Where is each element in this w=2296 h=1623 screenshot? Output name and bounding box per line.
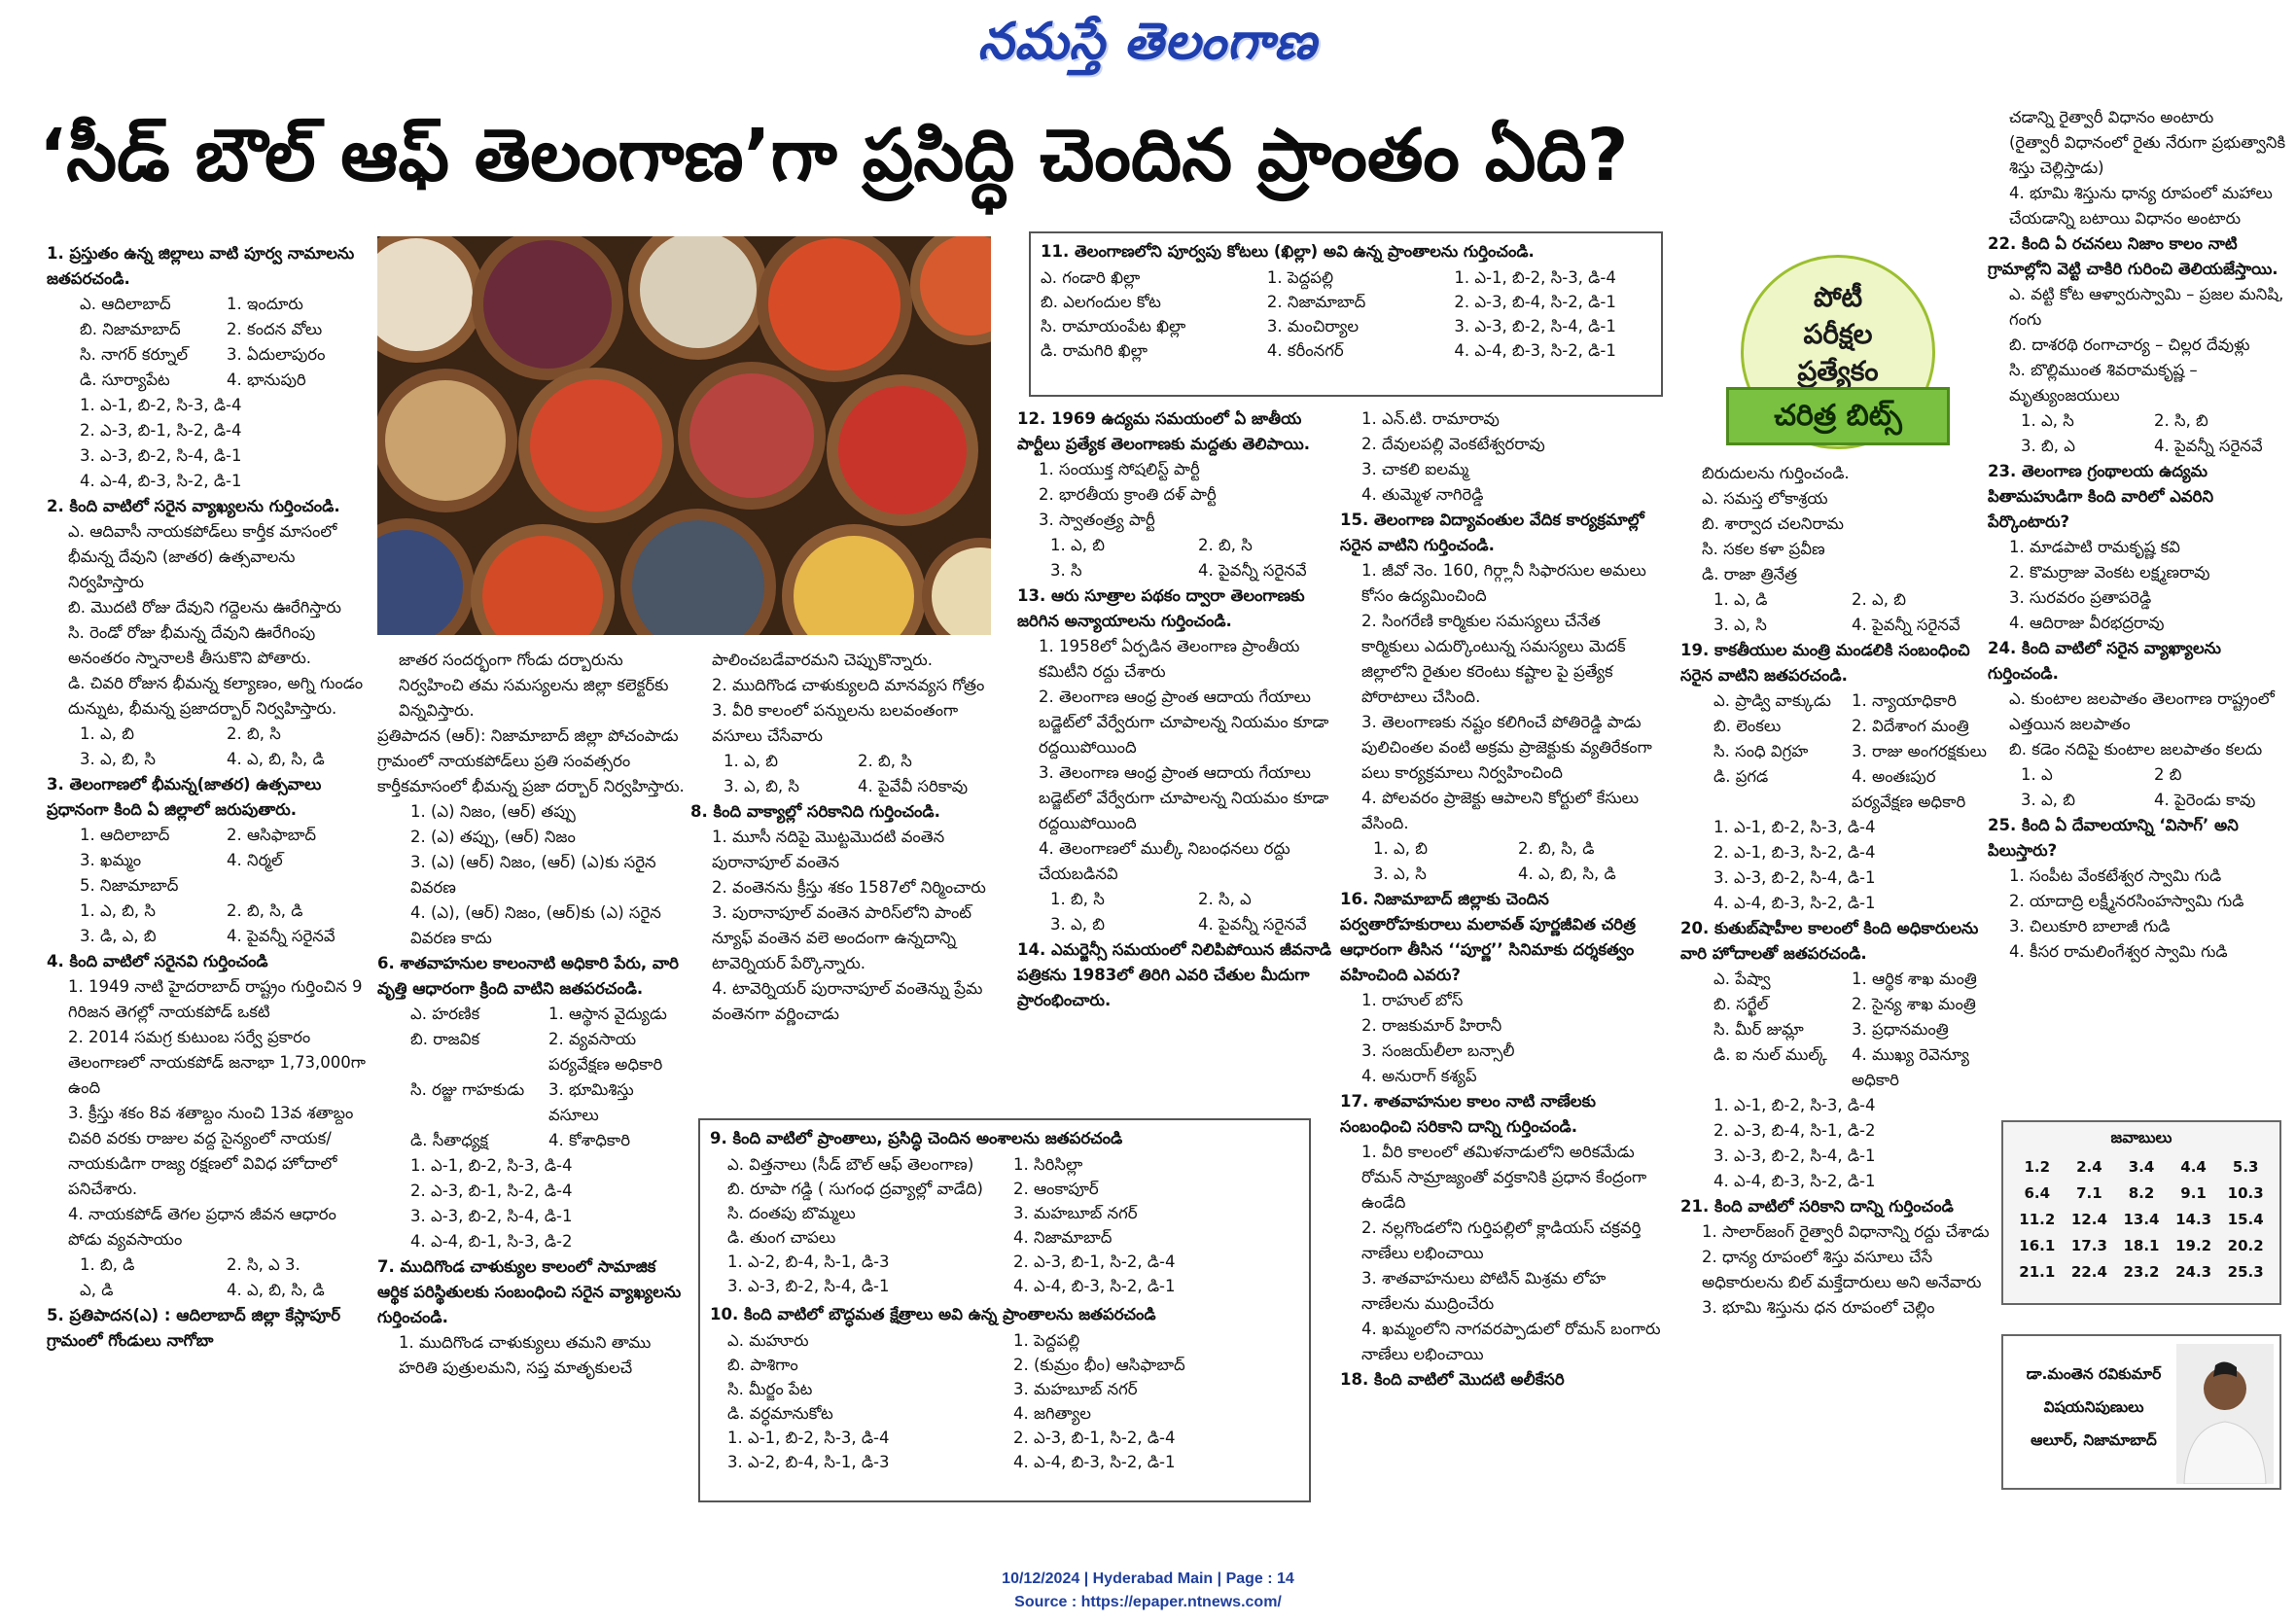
pair-item: డి. సీతాధ్యక్ష [410,1131,489,1149]
pair-item: 4. నిజామాబాద్ [1013,1228,1113,1247]
option: 1. ఎ [2021,765,2053,784]
statement: డి. చివరి రోజున భీమన్న కల్యాణం, అగ్ని గుండం దున్నుట, భీమన్న ప్రజాదర్బార్ నిర్వహిస్తారు. [68,674,364,718]
q11-rows [1041,265,1651,363]
answer-item: 12.4 [2070,1211,2107,1228]
statement: 1. సాలార్‌జంగ్ రైత్వారీ విధానాన్ని రద్దు చేశాడు [1702,1222,1990,1241]
question-18: 18. కింది వాటిలో మొదటి అలీకేసరి [1340,1370,1565,1389]
statement: 3. సంజయ్‌లీలా బన్సాలీ [1361,1041,1515,1060]
pair-item: 2. (కుమ్రం భీం) ఆసిఫాబాద్ [1013,1356,1185,1374]
pair-item: ఎ. ఆదిలాబాద్ [80,295,171,313]
seed-bowls-illustration [377,236,991,635]
history-bits-label: చరిత్ర బిట్స్ [1726,387,1950,445]
answer-item: 20.2 [2227,1237,2264,1254]
pair-item: 3. ఏదులాపురం [227,345,326,364]
answer-item: 11.2 [2019,1211,2056,1228]
option: 1. ఎ-1, బి-2, సి-3, డి-4 [410,1156,573,1175]
statement: 3. భూమి శిస్తును ధన రూపంలో చెల్లిం [1702,1298,1935,1317]
option: 1. ఎ-1, బి-2, సి-3, డి-4 [80,396,242,414]
answer-item: 6.4 [2024,1184,2051,1202]
statement: 3. క్రీస్తు శకం 8వ శతాబ్దం నుంచి 13వ శతాబ్దం చివరి వరకు రాజుల వద్ద సైన్యంలో నాయక/ నాయకుడిగా రాజ్య రక్షణలో వివిధ హోదాలో పనిచేశారు. [68,1104,354,1198]
statement: 1. ముదిగొండ చాళుక్యులు తమని తాము హరితి పుత్రులమని, సప్త మాతృకులచే [399,1333,652,1377]
option: 2. సి, ఎ 3. [227,1255,300,1274]
source-link[interactable]: Source : https://epaper.ntnews.com/ [1014,1594,1282,1610]
option: 1. ఎ, డి [1713,590,1768,609]
option: 2. ఎ-3, బి-1, సి-2, డి-4 [1013,1253,1176,1271]
pair-item: 4. కోశాధికారి [548,1131,631,1149]
option: 3. ఎ-3, బి-2, సి-4, డి-1 [80,446,242,465]
pair-item: సి. మీర్జం పేట [727,1380,813,1398]
column-1 [47,241,373,1505]
question-21: 21. కింది వాటిలో సరికాని దాన్ని గుర్తించండి [1680,1197,1954,1216]
answer-item: 13.4 [2123,1211,2160,1228]
answer-item: 7.1 [2076,1184,2102,1202]
pair-item: 2. వ్యవసాయ పర్యవేక్షణ అధికారి [548,1030,663,1074]
statement: 4. ఆదిరాజు వీరభద్రరావు [2009,614,2165,632]
question-7: 7. ముదిగొండ చాళుక్యుల కాలంలో సామాజిక ఆర్థిక పరిస్థితులకు సంబంధించి సరైన వ్యాఖ్యలను గుర్తించండి. [377,1257,682,1326]
column-2 [377,648,687,1503]
pair-item: 1. న్యాయాధికారి [1852,691,1957,710]
pair-item: డి. ప్రగడ [1713,767,1769,786]
edition-info: 10/12/2024 | Hyderabad Main | Page : 14 [1002,1570,1294,1587]
option: 3. బి, ఎ [2021,437,2075,455]
question-17: 17. శాతవాహనుల కాలం నాటి నాణేలకు సంబంధించి సరికాని దాన్ని గుర్తించండి. [1340,1092,1596,1136]
option: 4. పైవేవీ సరికావు [858,777,969,795]
statement: 2. కొమర్రాజు వెంకట లక్ష్మణరావు [2009,563,2210,582]
pair-item: సి. నాగర్ కర్నూల్ [80,345,189,364]
pair-item: ఎ. విత్తనాలు (సీడ్ బౌల్ ఆఫ్ తెలంగాణ) [727,1155,974,1174]
q15-options [1340,836,1663,887]
q2-options [47,722,373,772]
option: 1. ఎ-1, బి-2, సి-3, డి-4 [1713,818,1876,836]
pair-item: 4. కరీంనగర్ [1266,341,1344,360]
option: 1. ఎ-2, బి-4, సి-1, డి-3 [727,1253,890,1271]
question-12: 12. 1969 ఉద్యమ సమయంలో ఏ జాతీయ పార్టీలు ప్రత్యేక తెలంగాణకు మద్దతు తెలిపాయి. [1017,409,1310,453]
statement: 2. భారతీయ క్రాంతి దళ్ పార్టీ [1039,485,1217,504]
statement: 1. 1949 నాటి హైదరాబాద్ రాష్ట్రం గుర్తించిన 9 గిరిజన తెగల్లో నాయకపోడ్ ఒకటి [68,977,363,1021]
answer-key-grid [2011,1158,2272,1281]
q3-options [47,823,373,949]
pair-item: 3. భూమిశిస్తు వసూలు [548,1080,634,1124]
question-14: 14. ఎమర్జెన్సీ సమయంలో నిలిపిపోయిన జీవనాడి పత్రికను 1983లో తిరిగి ఎవరి చేతుల మీదుగా ప్రారంభించారు. [1017,940,1332,1009]
option: 2. బి, సి, డి [1518,839,1595,858]
option: 3. ఎ-3, బి-2, సి-4, డి-1 [727,1277,890,1295]
option: 3. ఎ-3, బి-2, సి-4, డి-1 [1454,317,1616,335]
option: 2. ఎ-3, బి-4, సి-2, డి-1 [1454,293,1616,311]
option: 2. సి, బి [2154,411,2208,430]
pair-item: 4. జగిత్యాల [1013,1404,1091,1423]
pair-item: ఎ. పేష్వా [1713,970,1771,988]
statement: 1. మూసీ నదిపై మొట్టమొదటి వంతెన పురానాపూల్ వంతెన [712,828,945,871]
author-place: ఆలూర్, నిజామాబాద్ [2031,1431,2157,1449]
answer-item: 17.3 [2070,1237,2107,1254]
statement: బి. కడెం నదిపై కుంటాల జలపాతం కలదు [2009,740,2263,759]
pair-item: డి. తుంగ చాపలు [727,1228,836,1247]
option: 3. ఎ-3, బి-2, సి-4, డి-1 [1713,1147,1876,1165]
pair-item: 2. కందన వోలు [227,320,323,338]
option: 2. ఎ-3, బి-1, సి-2, డి-4 [1013,1429,1176,1447]
statement: 1. సంపీట వేంకటేశ్వర స్వామి గుడి [2009,866,2222,885]
q18-options [1680,587,1990,638]
option: 1. ఎ, బి [1050,536,1105,554]
pair-item: 1. ఇందూరు [227,295,303,313]
pair-item: డి. సూర్యాపేట [80,370,170,389]
q24-options [1988,762,2287,813]
option: 1. ఎ-1, బి-2, సి-3, డి-4 [1454,268,1616,287]
pair-item: 4. అంతఃపుర పర్యవేక్షణ అధికారి [1852,767,1966,811]
option: 3. ఎ, బి, సి [724,777,800,795]
author-name: డా.మంతెన రవికుమార్ [2026,1365,2162,1383]
question-2: 2. కింది వాటిలో సరైన వ్యాఖ్యలను గుర్తించండి. [47,497,340,515]
badge-line: పరీక్షల [1803,318,1873,350]
option: 4. పైవన్నీ సరైనవే [227,927,336,945]
option: 2. ఎ-3, బి-1, సి-2, డి-4 [410,1182,573,1200]
option: ఎ, డి [80,1281,114,1299]
question-22: 22. కింది ఏ రచనలు నిజాం కాలం నాటి గ్రామాల్లోని వెట్టి చాకిరి గురించి తెలియజేస్తాయి. [1988,234,2278,278]
pair-item: బి. పాశిగాం [727,1356,798,1374]
pair-item: 3. మహబూబ్ నగర్ [1013,1204,1138,1222]
option: 4. పైవన్నీ సరైనవే [1852,616,1960,634]
statement: 1. జీవో నెం. 160, గిర్గ్లానీ సిఫారసుల అమలు కోసం ఉద్యమించింది [1361,561,1646,605]
pair-item: ఎ. గండారి ఖిల్లా [1041,268,1141,287]
option: 1. ఎ, బి [80,724,134,743]
pair-item: బి. నిజామాబాద్ [80,320,181,338]
option: 5. నిజామాబాద్ [80,876,179,895]
question-11-box [1029,231,1663,397]
pair-item: 3. రాజు అంగరక్షకులు [1852,742,1987,760]
option: 4. పైవన్నీ సరైనవే [1198,915,1307,934]
statement: 4. తెలంగాణలో ముల్కీ నిబంధనలు రద్దు చేయబడినవి [1039,839,1290,883]
option: 4. పైవన్నీ సరైనవే [1198,561,1307,580]
pair-item: సి. రామాయంపేట ఖిల్లా [1041,317,1186,335]
statement: సి. బొల్లిముంత శివరామకృష్ణ – మృత్యుంజయులు [2009,361,2198,405]
answer-item: 10.3 [2227,1184,2264,1202]
question-15: 15. తెలంగాణ విద్యావంతుల వేదిక కార్యక్రమాల్లో సరైన వాటిని గుర్తించండి. [1340,511,1644,554]
statement: 4. కీసర రామలింగేశ్వర స్వామి గుడి [2009,942,2228,961]
statement: 4. ఖమ్మంలోని నాగవరప్పాడులో రోమన్ బంగారు నాణేలు లభించాయి [1361,1320,1661,1363]
option: 1. ఆదిలాబాద్ [80,826,170,844]
statement: 2. ముదిగొండ చాళుక్యులది మానవ్యస గోత్రం [712,676,985,694]
pair-item: 1. పెద్దపల్లి [1013,1331,1080,1350]
col3-options [690,749,992,799]
statement: బి. శార్వాద చలనిరామ [1702,514,1844,533]
option: 1. ఎ, బి, సి [80,901,157,920]
statement: 3. వీరి కాలంలో పన్నులను బలవంతంగా వసూలు చేసేవారు [712,701,959,745]
option: 4. ఎ, బి, సి, డి [227,1281,325,1299]
question-8: 8. కింది వాక్యాల్లో సరికానిది గుర్తించండి. [690,802,940,821]
statement: 4. పోలవరం ప్రాజెక్టు ఆపాలని కోర్టులో కేసులు వేసింది. [1361,789,1640,832]
author-role: విషయనిపుణులు [2043,1398,2144,1416]
question-16: 16. నిజామాబాద్ జిల్లాకు చెందిన పర్వతారోహకురాలు మలావత్ పూర్ణజీవిత చరిత్ర ఆధారంగా తీసిన ‘‘పూర్ణ’’ సినిమాకు దర్శకత్వం వహించింది ఎవరు? [1340,890,1636,984]
statement: 3. స్వాతంత్ర్య పార్టీ [1039,511,1155,529]
q13-options [1017,887,1346,937]
statement: బి. దాశరథి రంగాచార్య – చిల్లర దేవుళ్లు [2009,335,2250,354]
question-9-10-box [698,1118,1311,1502]
pair-item: డి. వర్ధమానుకోట [727,1404,833,1423]
statement: ఎ. కుంటాల జలపాతం తెలంగాణ రాష్ట్రంలో ఎత్తయిన జలపాతం [2009,689,2275,733]
answer-item: 1.2 [2024,1158,2051,1176]
pair-item: డి. ఐ నుల్ ముల్క్ [1713,1045,1827,1064]
statement: 1. వీరి కాలంలో తమిళనాడులోని అరికమేడు రోమన్ సామ్రాజ్యంతో వర్తకానికి ప్రధాన కేంద్రంగా ఉండేది [1361,1143,1647,1212]
question-19: 19. కాకతీయుల మంత్రి మండలికి సంబంధించి సరైన వాటిని జతపరచండి. [1680,641,1970,685]
question-9: 9. కింది వాటిలో ప్రాంతాలు, ప్రసిద్ధి చెందిన అంశాలను జతపరచండి [710,1129,1123,1147]
option: 4. నిర్మల్ [227,851,283,869]
column-3 [690,648,992,1114]
pair-item: 4. ముఖ్య రెవెన్యూ అధికారి [1852,1045,1969,1089]
pair-item: బి. రాజవిక [410,1030,480,1048]
option: 1. ఎ-1, బి-2, సి-3, డి-4 [727,1429,890,1447]
statement: 2. రాజకుమార్ హిరానీ [1361,1016,1502,1035]
pair-item: బి. ఎలగందుల కోట [1041,293,1161,311]
statement: 4. భూమి శిస్తును ధాన్య రూపంలో మహాలు చేయడాన్ని బటాయి విధానం అంటారు [2009,184,2273,228]
statement: 1. 1958లో ఏర్పడిన తెలంగాణ ప్రాంతీయ కమిటీని రద్దు చేశారు [1039,637,1300,681]
statement: 4. టావెర్నియర్ పురానాపూల్ వంతెన్ను ప్రేమ వంతెనగా వర్ణించాడు [712,979,983,1023]
statement: 2. నల్లగొండలోని గుర్తిపల్లిలో క్లాడియస్ చక్రవర్తి నాణేలు లభించాయి [1361,1218,1642,1262]
statement: డి. రాజా త్రినేత్ర [1702,565,1797,583]
option: 2. బి, సి [858,752,912,770]
option: 3. ఎ, బి [2021,791,2075,809]
question-10: 10. కింది వాటిలో బౌద్ధమత క్షేత్రాలు అవి ఉన్న ప్రాంతాలను జతపరచండి [710,1305,1156,1323]
pair-item: సి. మీర్ జుమ్లా [1713,1020,1804,1039]
statement: 2. ధాన్య రూపంలో శిస్తు వసూలు చేసే అధికారులను బిల్ మక్తేదారులు అని అనేవారు [1702,1248,1982,1291]
statement: 3. చిలుకూరి బాలాజీ గుడి [2009,917,2171,935]
option [227,873,373,899]
statement: 2. తెలంగాణ ఆంధ్ర ప్రాంత ఆదాయ గేయాలు బడ్జెట్‌లో వేర్వేరుగా చూపాలన్న నియమం కూడా రద్దయిపోయింది [1039,688,1329,757]
pair-item: సి. దంతపు బొమ్మలు [727,1204,856,1222]
answer-item: 19.2 [2175,1237,2212,1254]
question-1: 1. ప్రస్తుతం ఉన్న జిల్లాలు వాటి పూర్వ నామాలను జతపరచండి. [47,244,355,288]
answer-item: 21.1 [2019,1263,2056,1281]
answer-item: 24.3 [2175,1263,2212,1281]
answer-item: 15.4 [2227,1211,2264,1228]
pair-item: సి. రజ్జు గాహకుడు [410,1080,525,1099]
option: 2. బి, సి, డి [227,901,303,920]
option: 3. ఎ-2, బి-4, సి-1, డి-3 [727,1453,890,1471]
option: 3. ఎ, బి, సి [80,750,157,768]
q22-options [1988,408,2287,459]
pair-item: డి. రామగిరి ఖిల్లా [1041,341,1148,360]
option: 1. ఎ, సి [2021,411,2074,430]
question-23: 23. తెలంగాణ గ్రంథాలయ ఉద్యమ పితామహుడిగా కింది వారిలో ఎవరిని పేర్కొంటారు? [1988,462,2214,531]
statement: 1. మాడపాటి రామకృష్ణ కవి [2009,538,2180,556]
option: 4. ఎ-4, బి-3, సి-2, డి-1 [1713,894,1876,912]
statement: 3. పురానాపూల్ వంతెన పారిస్‌లోని పాంట్ న్యూఫ్ వంతెన వలె అందంగా ఉన్నదాన్ని టావెర్నియర్ పేర్కొన్నారు. [712,903,972,972]
answer-item: 5.3 [2232,1158,2259,1176]
q9-pairs [710,1152,1299,1298]
statement: ఎ. వట్టి కోట ఆళ్వారుస్వామి – ప్రజల మనిషి, గంగు [2009,285,2284,329]
option: 2. ఎ-1, బి-3, సి-2, డి-4 [1713,843,1876,862]
q10-pairs [710,1328,1299,1474]
seed-bowls-photo [377,236,991,635]
answer-item: 25.3 [2227,1263,2264,1281]
option: 2. ఎ-3, బి-1, సి-2, డి-4 [80,421,242,440]
q4-options [47,1253,373,1303]
pair-item: ఎ. ప్రాడ్వి వాక్కుడు [1713,691,1831,710]
option: 1. ఎ, బి [724,752,778,770]
option: 1. ఎ-1, బి-2, సి-3, డి-4 [1713,1096,1876,1114]
pair-item: 1. ఆస్థాన వైద్యుడు [548,1005,667,1023]
q6-pairs [377,1002,687,1153]
answer-item: 3.4 [2128,1158,2155,1176]
question-24: 24. కింది వాటిలో సరైన వ్యాఖ్యాలను గుర్తించండి. [1988,639,2221,683]
option: 3. (ఎ) (ఆర్) నిజం, (ఆర్) (ఎ)కు సరైన వివరణ [410,853,656,897]
statement: ఎ. సమస్త లోకాశ్రయ [1702,489,1828,508]
statement: 3. సురవరం ప్రతాపరెడ్డి [2009,588,2152,607]
answer-item: 2.4 [2076,1158,2102,1176]
author-credit [2011,1358,2176,1457]
statement: 4. అనురాగ్ కశ్యప్ [1361,1067,1477,1085]
option: 2. సి, ఎ [1198,890,1252,908]
q1-pairs [47,292,373,393]
statement: జాతర సందర్భంగా గోండు దర్బారును నిర్వహించి తమ సమస్యలను జిల్లా కలెక్టర్‌కు విన్నవిస్తారు. [399,651,669,720]
statement: 4. తుమ్మెళ నాగిరెడ్డి [1361,485,1484,504]
statement: 2. యాదాద్రి లక్ష్మీనరసింహస్వామి గుడి [2009,892,2244,910]
statement: సి. రెండో రోజు భీమన్న దేవుని ఊరేగింపు అనంతరం స్నానాలకి తీసుకొని పోతారు. [68,623,316,667]
option: 1. బి, డి [80,1255,135,1274]
pair-item: 2. సైన్య శాఖ మంత్రి [1852,995,1976,1013]
statement: బి. మొదటి రోజు దేవుని గద్దెలను ఊరేగిస్తారు [68,598,341,617]
option: 4. ఎ-4, బి-3, సి-2, డి-1 [1713,1172,1876,1190]
page-headline: ‘సీడ్ బౌల్ ఆఫ్ తెలంగాణ’గా ప్రసిద్ధి చెందిన ప్రాంతం ఏది? [39,114,1629,197]
badge-line: పోటీ [1813,281,1863,313]
statement: 3. శాతవాహనులు పోటిన్ మిశ్రమ లోహ నాణేలను ముద్రించేరు [1361,1269,1607,1313]
option: 1. (ఎ) నిజం, (ఆర్) తప్పు [410,802,576,821]
option: 4. ఎ-4, బి-1, సి-3, డి-2 [410,1232,573,1251]
statement: 3. తెలంగాణ ఆంధ్ర ప్రాంత ఆదాయ గేయాలు బడ్జెట్‌లో వేర్వేరుగా చూపాలన్న నియమం కూడా రద్దయిపోయింది [1039,763,1329,832]
option: 4. ఎ-4, బి-3, సి-2, డి-1 [1454,341,1616,360]
option: 2. (ఎ) తప్పు, (ఆర్) నిజం [410,828,576,846]
question-13: 13. ఆరు సూత్రాల పథకం ద్వారా తెలంగాణకు జరిగిన అన్యాయాలను గుర్తించండి. [1017,586,1305,630]
statement: 3. తెలంగాణకు నష్టం కలిగించే పోతిరెడ్డి పాడు పులిచింతల వంటి అక్రమ ప్రాజెక్టుకు వ్యతిరేకంగా పలు కార్యక్రమాలు నిర్వహించింది [1361,713,1652,782]
option: 3. డి, ఎ, బి [80,927,157,945]
statement: 1. సంయుక్త సోషలిస్ట్ పార్టీ [1039,460,1200,478]
pair-item: 2. ఆంకాపూర్ [1013,1180,1099,1198]
pair-item: 1. పెద్దపల్లి [1266,268,1334,287]
option: 4. పైవన్నీ సరైనవే [2154,437,2263,455]
statement: 4. నాయకపోడ్ తెగల ప్రధాన జీవన ఆధారం పోడు వ్యవసాయం [68,1205,336,1249]
answer-item: 16.1 [2019,1237,2056,1254]
pair-item: ఎ. హరణిక [410,1005,480,1023]
option: 3. ఎ-3, బి-2, సి-4, డి-1 [410,1207,573,1225]
statement: ప్రతిపాదన (ఆర్): నిజామాబాద్ జిల్లా పోచంపాడు గ్రామంలో నాయకపోడ్‌లు ప్రతి సంవత్సరం కార్తీకమాసంలో భీమన్న ప్రజా దర్బార్ నిర్వహిస్తారు. [377,726,685,795]
option: 2. బి, సి [227,724,281,743]
pair-item: 1. సిరిసిల్లా [1013,1155,1083,1174]
pair-item: బి. రూపా గడ్డి ( సుగంధ ద్రవ్యాల్లో వాడేది) [727,1180,983,1198]
option: 2. ఆసిఫాబాద్ [227,826,317,844]
option: 3. ఎ, సి [1713,616,1767,634]
question-11: 11. తెలంగాణలోని పూర్వపు కోటలు (ఖిల్లా) అవి ఉన్న ప్రాంతాలను గుర్తించండి. [1041,242,1535,261]
author-box [2001,1334,2281,1490]
q19-pairs [1680,688,1990,815]
answer-item: 9.1 [2180,1184,2207,1202]
answer-item: 8.2 [2128,1184,2155,1202]
pair-item: 3. మహబూబ్ నగర్ [1013,1380,1138,1398]
statement: (రైత్వారీ విధానంలో రైతు నేరుగా ప్రభుత్వానికి శిస్తు చెల్లిస్తాడు) [2009,133,2286,177]
question-3: 3. తెలంగాణలో భీమన్న(జాతర) ఉత్సవాలు ప్రధానంగా కింది ఏ జిల్లాలో జరుపుతారు. [47,775,322,819]
option: 4. ఎ-4, బి-3, సి-2, డి-1 [1013,1277,1176,1295]
answer-key-title: జవాబులు [2110,1128,2172,1147]
answer-key-box [2001,1120,2281,1305]
option: 3. ఎ, సి [1373,864,1427,883]
option: 4. పైరెండు కావు [2154,791,2256,809]
option: 1. బి, సి [1050,890,1105,908]
author-silhouette [2176,1344,2274,1484]
option: 4. ఎ-4, బి-3, సి-2, డి-1 [1013,1453,1176,1471]
option: 4. (ఎ), (ఆర్) నిజం, (ఆర్)కు (ఎ) సరైన వివరణ కాదు [410,903,661,947]
question-4: 4. కింది వాటిలో సరైనవి గుర్తించండి [47,952,268,970]
option: 3. ఎ-3, బి-2, సి-4, డి-1 [1713,868,1876,887]
statement: ఎ. ఆదివాసీ నాయకపోడ్‌లు కార్తీక మాసంలో భీమన్న దేవుని (జాతర) ఉత్సవాలను నిర్వహిస్తారు [68,522,337,591]
option: 3. ఎ, బి [1050,915,1105,934]
statement: 2. 2014 సమగ్ర కుటుంబ సర్వే ప్రకారం తెలంగాణలో నాయకపోడ్ జనాభా 1,73,000గా ఉంది [68,1028,366,1097]
answer-item: 23.2 [2123,1263,2160,1281]
page-footer [0,1568,2296,1614]
statement: బిరుదులను గుర్తించండి. [1702,464,1850,482]
pair-item: 2. విదేశాంగ మంత్రి [1852,717,1969,735]
statement: 2. దేవులపల్లి వెంకటేశ్వరరావు [1361,435,1545,453]
column-4 [1017,406,1346,1107]
option: 2 బి [2154,765,2182,784]
option: 2. ఎ, బి [1852,590,1906,609]
badge-line: ప్రత్యేకం [1797,355,1879,387]
statement: 2. సింగరేణి కార్మికుల సమస్యలు చేనేత కార్మికులు ఎదుర్కొంటున్న సమస్యలు మెదక్ జిల్లాలోని రైతుల కరెంటు కష్టాల పై ప్రత్యేక పోరాటాలు చేసింది. [1361,612,1626,706]
question-5: 5. ప్రతిపాదన(ఎ) : ఆదిలాబాద్ జిల్లా కేస్లాపూర్ గ్రామంలో గోండులు నాగోబా [47,1306,341,1350]
pair-item: సి. సంధి విగ్రహ [1713,742,1809,760]
option: 1. ఎ, బి [1373,839,1428,858]
column-7 [1988,105,2287,1116]
question-25: 25. కింది ఏ దేవాలయాన్ని ‘విసాగ్’ అని పిలుస్తారు? [1988,816,2239,860]
option: 4. ఎ, బి, సి, డి [1518,864,1616,883]
pair-item: బి. లెంకలు [1713,717,1782,735]
option: 2. బి, సి [1198,536,1253,554]
answer-item: 22.4 [2070,1263,2107,1281]
pair-item: 3. మంచిర్యాల [1266,317,1360,335]
column-6 [1680,461,1990,1511]
answer-item: 18.1 [2123,1237,2160,1254]
option: 4. ఎ-4, బి-3, సి-2, డి-1 [80,472,242,490]
author-photo [2176,1344,2274,1484]
statement: 1. ఎన్.టి. రామారావు [1361,409,1500,428]
statement: సి. సకల కళా ప్రవీణ [1702,540,1825,558]
q12-options [1017,533,1346,583]
statement: చడాన్ని రైత్వారీ విధానం అంటారు [2009,108,2214,126]
option: 2. ఎ-3, బి-4, సి-1, డి-2 [1713,1121,1876,1140]
answer-item: 14.3 [2175,1211,2212,1228]
pair-item: 1. ఆర్థిక శాఖ మంత్రి [1852,970,1977,988]
statement: పాలించబడేవారమని చెప్పుకొన్నారు. [712,651,933,669]
newspaper-masthead: నమస్తే తెలంగాణ [977,12,1318,71]
answer-item: 4.4 [2180,1158,2207,1176]
pair-item: ఎ. మహూరు [727,1331,809,1350]
option: 3. సి [1050,561,1082,580]
pair-item: 4. భానుపురి [227,370,306,389]
question-20: 20. కుతుబ్‌షాహీల కాలంలో కింది అధికారులను వారి హోదాలతో జతపరచండి. [1680,919,1979,963]
column-5 [1340,406,1663,1505]
statement: 2. వంతెనను క్రీస్తు శకం 1587లో నిర్మించారు [712,878,986,897]
question-6: 6. శాతవాహనుల కాలంనాటి అధికారి పేరు, వారి వృత్తి ఆధారంగా క్రింది వాటిని జతపరచండి. [377,954,679,998]
statement: 1. రాహుల్ బోస్ [1361,991,1464,1009]
pair-item: 3. ప్రధానమంత్రి [1852,1020,1949,1039]
statement: 3. చాకలి ఐలమ్మ [1361,460,1469,478]
option: 4. ఎ, బి, సి, డి [227,750,325,768]
pair-item: బి. సర్ఖేల్ [1713,995,1769,1013]
option: 3. ఖమ్మం [80,851,142,869]
q20-pairs [1680,967,1990,1093]
pair-item: 2. నిజామాబాద్ [1266,293,1366,311]
